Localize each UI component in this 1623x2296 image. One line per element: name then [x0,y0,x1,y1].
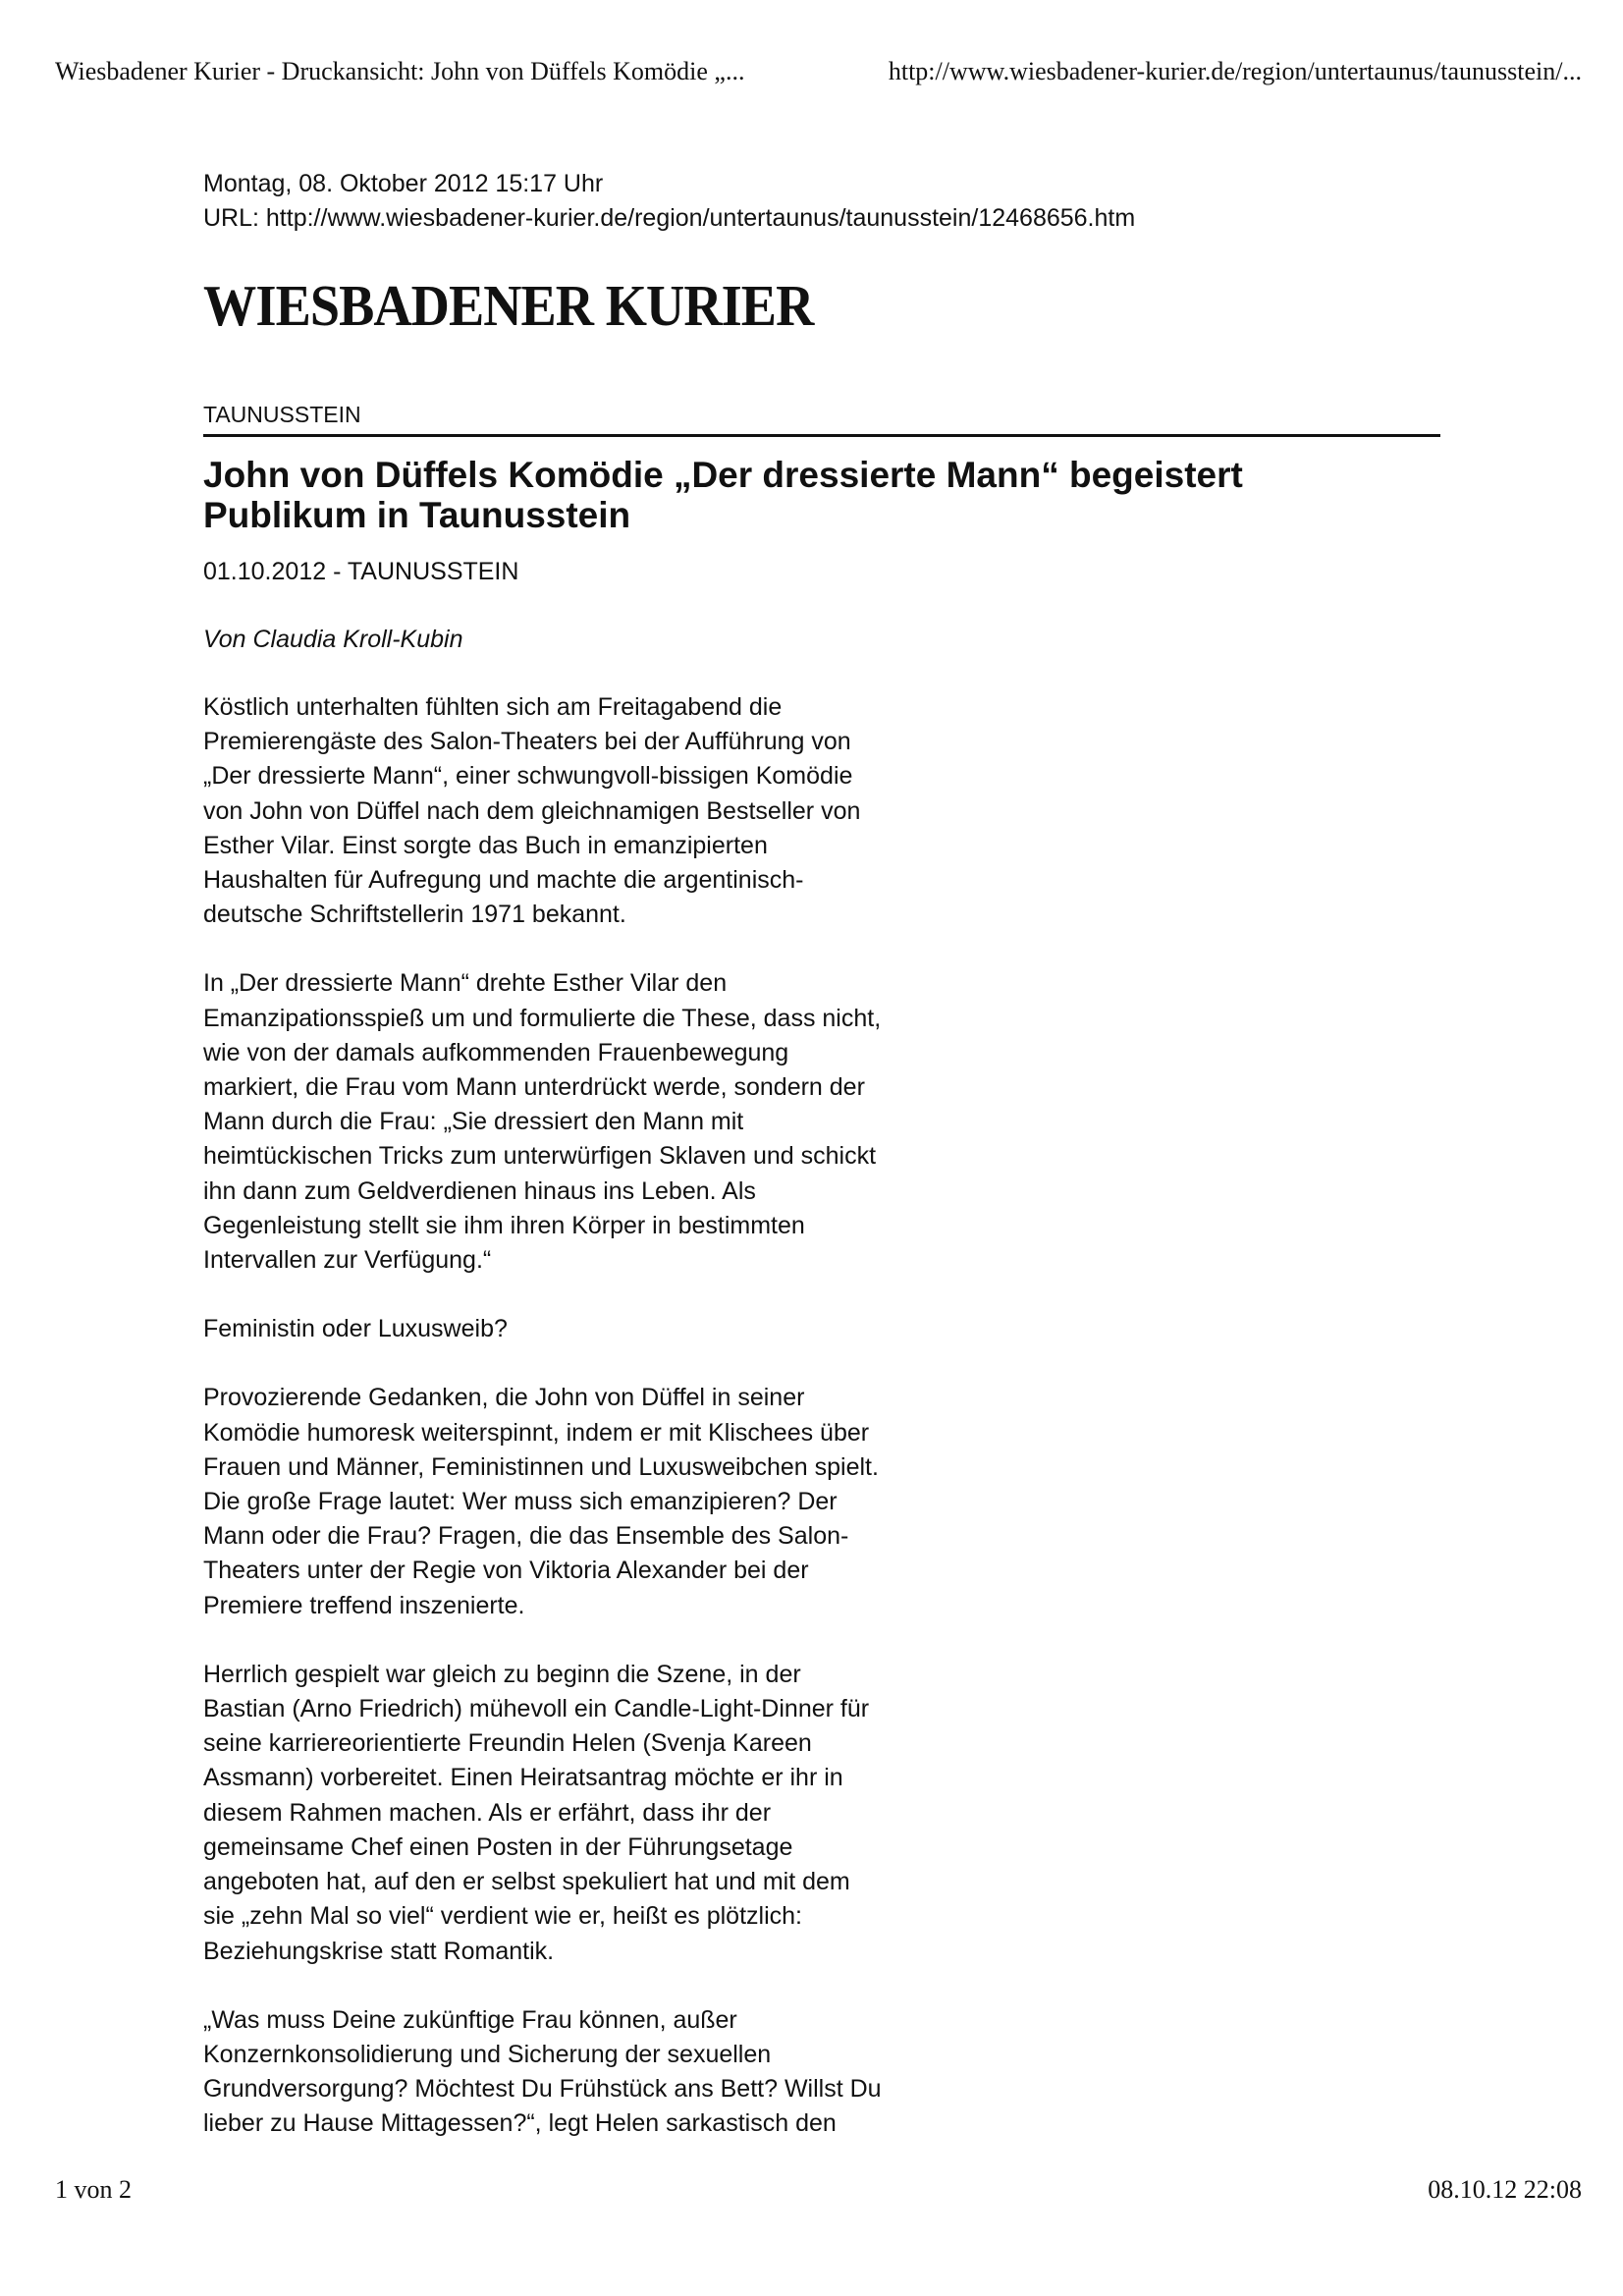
article-headline: John von Düffels Komödie „Der dressierte Mann“ begeistert Publikum in Taunusstein [203,455,1243,535]
article-page [203,167,1440,2176]
print-header-url: http://www.wiesbadener-kurier.de/region/untertaunus/taunusstein/... [888,57,1582,85]
article-paragraph: „Was muss Deine zukünftige Frau können, außer Konzernkonsolidierung und Sicherung der sexuellen Grundversorgung? Möchtest Du Frühstück ans Bett? Willst Du lieber zu Hause Mittagessen?“, legt Helen sarkastisch den [203,2005,882,2138]
article-paragraph: Köstlich unterhalten fühlten sich am Freitagabend die Premierengäste des Salon-Theaters bei der Aufführung von „Der dressierte Mann“, einer schwungvoll-bissigen Komödie von John von Düffel nach dem gleichnamigen Bestseller von Esther Vilar. Einst sorgte das Buch in emanzipierten Haushalten für Aufregung und machte die argentinisch- deutsche Schriftstellerin 1971 bekannt. [203,693,861,929]
print-url: URL: http://www.wiesbadener-kurier.de/region/untertaunus/taunusstein/12468656.htm [203,204,1136,232]
masthead-text: WIESBADENER KURIER [203,273,814,338]
article-subheading: Feministin oder Luxusweib? [203,1315,508,1343]
print-header-title: Wiesbadener Kurier - Druckansicht: John von Düffels Komödie „... [55,57,745,85]
article-paragraph: Herrlich gespielt war gleich zu beginn die Szene, in der Bastian (Arno Friedrich) mühevoll ein Candle-Light-Dinner für seine karriereorientierte Freundin Helen (Svenja Kareen Assmann) vorbereitet. Einen Heiratsantrag möchte er ihr in diesem Rahmen machen. Als er erfährt, dass ihr der gemeinsame Chef einen Posten in der Führungsetage angeboten hat, auf den er selbst spekuliert hat und mit dem sie „zehn Mal so viel“ verdient wie er, heißt es plötzlich: Beziehungskrise statt Romantik. [203,1660,870,1965]
article-paragraph: Provozierende Gedanken, die John von Düffel in seiner Komödie humoresk weiterspinnt, indem er mit Klischees über Frauen und Männer, Feministinnen und Luxusweibchen spielt. Die große Frage lautet: Wer muss sich emanzipieren? Der Mann oder die Frau? Fragen, die das Ensemble des Salon- Theaters unter der Regie von Viktoria Alexander bei der Premiere treffend inszenierte. [203,1384,879,1619]
article-dateline: 01.10.2012 - TAUNUSSTEIN [203,558,519,585]
page-number: 1 von 2 [55,2175,132,2204]
print-timestamp: Montag, 08. Oktober 2012 15:17 Uhr [203,170,604,197]
article-body [203,690,949,2142]
print-datetime: 08.10.12 22:08 [1428,2175,1582,2204]
article-paragraph: In „Der dressierte Mann“ drehte Esther Vilar den Emanzipationsspieß um und formulierte die These, dass nicht, wie von der damals aufkommenden Frauenbewegung markiert, die Frau vom Mann unterdrückt werde, sondern der Mann durch die Frau: „Sie dressiert den Mann mit heimtückischen Tricks zum unterwürfigen Sklaven und schickt ihn dann zum Geldverdienen hinaus ins Leben. Als Gegenleistung stellt sie ihm ihren Körper in bestimmten Intervallen zur Verfügung.“ [203,969,882,1275]
newspaper-logo [203,273,1440,338]
article-byline: Von Claudia Kroll-Kubin [203,626,463,653]
section-label: TAUNUSSTEIN [203,399,1440,437]
